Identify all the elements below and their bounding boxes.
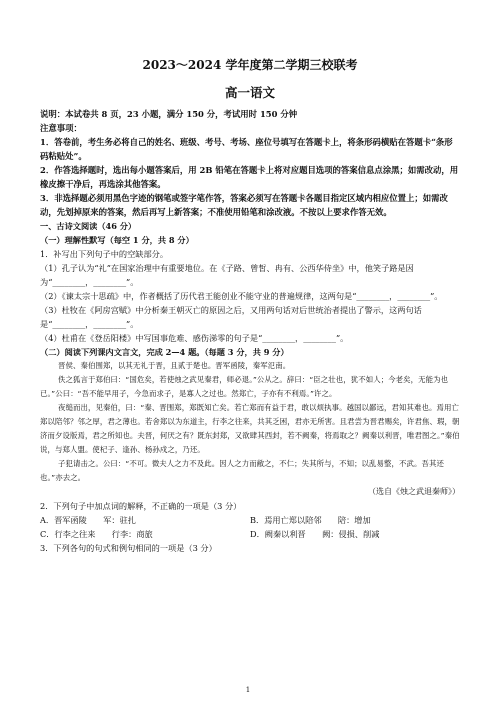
exam-subtitle: 高一语文 (224, 85, 275, 100)
option-b: B．焉用亡郑以陪邻 陪：增加 (250, 515, 371, 525)
fill-blank-item: （3）杜牧在《阿房宫赋》中分析秦王朝灭亡的原因之后，又用两句话对后世统治者提出了警示，这两句话是“________，________”。 (40, 305, 422, 329)
note-item: 3．非选择题必须用黑色字迹的钢笔或签字笔作答，答案必须写在答题卡各题目指定区域内相应位置上；如需改动，先划掉原来的答案，然后再写上新答案；不准使用铅笔和涂改液。不按以上要求作答无效。 (40, 193, 448, 217)
passage-paragraph: 夜缒而出，见秦伯，曰：“秦、晋围郑，郑既知亡矣。若亡郑而有益于君，敢以烦执事。越国以鄙远，君知其难也。焉用亡郑以陪邻？邻之厚，君之薄也。若舍郑以为东道主，行李之往来，共其乏困，君亦无所害。且君尝为晋君赐矣，许君焦、瑕，朝济而夕设版焉，君之所知也。夫晋，何厌之有？既东封郑，又欲肆其西封，若不阙秦，将焉取之？阙秦以利晋，唯君图之。”秦伯说，与郑人盟。使杞子、逢孙、杨孙戍之，乃还。 (40, 403, 460, 454)
exam-summary: 说明：本试卷共 8 页，23 小题，满分 150 分，考试用时 150 分钟 (40, 109, 298, 119)
question-stem: 3．下列各句的句式和例句相同的一项是（3 分） (40, 543, 217, 553)
fill-blank-item: （4）杜甫在《登岳阳楼》中写国事危难、感伤涕零的句子是“________，________”。 (40, 333, 349, 343)
part-heading: （一）理解性默写（每空 1 分，共 8 分） (40, 235, 194, 245)
page-number: 1 (245, 686, 251, 694)
option-c: C．行李之往来 行李：商旅 (40, 529, 153, 539)
passage-paragraph: 晋侯、秦伯围郑，以其无礼于晋，且贰于楚也。晋军函陵，秦军氾南。 (58, 361, 291, 370)
notes-heading: 注意事项： (40, 123, 82, 133)
exam-title: 2023～2024 学年度第二学期三校联考 (142, 58, 358, 72)
passage-paragraph: 佚之狐言于郑伯曰：“国危矣，若使烛之武见秦君，师必退。”公从之。辞曰：“臣之壮也，犹不如人；今老矣，无能为也已。”公曰：“吾不能早用子，今急而求子，是寡人之过也。然郑亡，子亦有不利焉。”许之。 (40, 375, 449, 398)
part-heading: （二）阅读下列课内文言文，完成 2—4 题。（每题 3 分，共 9 分） (40, 347, 289, 357)
option-row (40, 513, 460, 527)
note-item: 1．答卷前，考生务必将自己的姓名、班级、考号、考场、座位号填写在答题卡上，将条形码横贴在答题卡“条形码粘贴处”。 (40, 137, 453, 161)
option-a: A．晋军函陵 军：驻扎 (40, 515, 136, 525)
option-row (40, 527, 460, 541)
question-stem: 2．下列句子中加点词的解释，不正确的一项是（3 分） (40, 501, 242, 511)
passage-source: （选自《烛之武退秦师》） (368, 487, 460, 496)
fill-blank-item: （2）《谏太宗十思疏》中，作者概括了历代君王能创业不能守业的普遍规律，这两句是“________，________”。 (40, 291, 443, 301)
question-stem: 1．补写出下列句子中的空缺部分。 (40, 249, 169, 259)
fill-blank-item: （1）孔子认为“礼”在国家治理中有重要地位。在《子路、曾皙、冉有、公西华侍坐》中，他笑子路是因为“________，________”。 (40, 263, 414, 287)
passage-paragraph: 子犯请击之。公曰：“不可。微夫人之力不及此。因人之力而敝之，不仁；失其所与，不知；以乱易整，不武。吾其还也。”亦去之。 (40, 459, 444, 482)
note-item: 2．作答选择题时，选出每小题答案后，用 2B 铅笔在答题卡上将对应题目选项的答案信息点涂黑；如需改动，用橡皮擦干净后，再选涂其他答案。 (40, 165, 459, 189)
section-heading: 一、古诗文阅读（46 分） (40, 221, 137, 231)
option-d: D．阙秦以利晋 阙：侵损、削减 (250, 529, 380, 539)
